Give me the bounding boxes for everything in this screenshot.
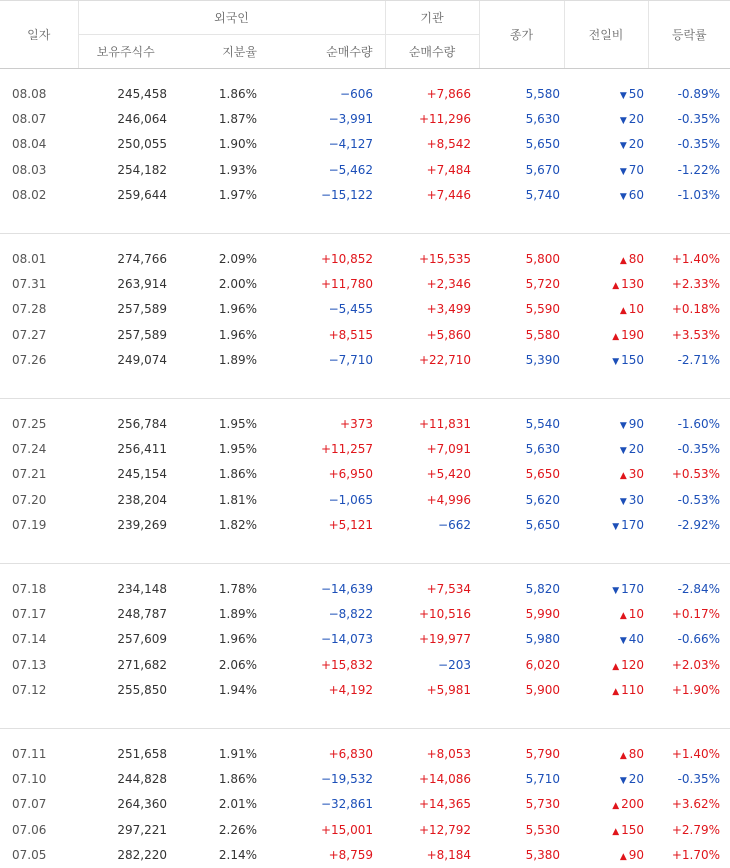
close-cell: 5,650 (525, 137, 561, 152)
change-value: 120 (621, 657, 645, 672)
date-cell: 07.28 (12, 302, 47, 317)
net-foreign-cell: +8,515 (328, 327, 374, 342)
header-holdings: 보유주식수 (78, 35, 173, 69)
triangle-down-icon: ▼ (619, 636, 627, 647)
triangle-up-icon: ▲ (612, 801, 620, 812)
net-foreign-cell: +11,257 (320, 441, 374, 456)
holdings-cell: 251,658 (117, 746, 167, 761)
close-cell: 5,540 (525, 416, 561, 431)
share-cell: 2.06% (218, 657, 257, 672)
close-cell: 5,380 (525, 848, 561, 863)
triangle-up-icon: ▲ (612, 826, 620, 837)
table-row (0, 81, 730, 106)
share-cell: 1.96% (218, 302, 257, 317)
rate-cell: -0.66% (677, 632, 721, 647)
header-change: 전일비 (564, 1, 648, 69)
holdings-cell: 254,182 (117, 162, 167, 177)
table-row (0, 512, 730, 537)
table-row (0, 157, 730, 182)
change-value: 90 (628, 416, 645, 431)
date-cell: 07.10 (12, 771, 47, 786)
close-cell: 5,800 (525, 251, 561, 266)
close-cell: 5,980 (525, 632, 561, 647)
date-cell: 07.24 (12, 441, 47, 456)
share-cell: 1.78% (218, 581, 257, 596)
net-foreign-cell: −14,073 (320, 632, 374, 647)
change-cell (564, 348, 648, 373)
header-institution: 기관 (385, 1, 479, 35)
triangle-down-icon: ▼ (619, 116, 627, 127)
triangle-up-icon: ▲ (612, 331, 620, 342)
share-cell: 1.91% (218, 746, 257, 761)
change-cell (564, 436, 648, 461)
net-institution-cell: +22,710 (418, 353, 472, 368)
spacer-row (0, 398, 730, 411)
change-value: 40 (628, 632, 645, 647)
header-foreign: 외국인 (78, 1, 385, 35)
holdings-cell: 238,204 (117, 492, 167, 507)
change-value: 20 (628, 441, 645, 456)
net-foreign-cell: +11,780 (320, 277, 374, 292)
rate-cell: -0.35% (677, 441, 721, 456)
spacer-row (0, 69, 730, 82)
group-separator (0, 208, 730, 234)
table-row (0, 106, 730, 131)
triangle-down-icon: ▼ (619, 90, 627, 101)
net-institution-cell: +14,365 (418, 797, 472, 812)
holdings-cell: 263,914 (117, 277, 167, 292)
change-cell (564, 601, 648, 626)
table-row (0, 348, 730, 373)
triangle-down-icon: ▼ (619, 166, 627, 177)
date-cell: 08.02 (12, 188, 47, 203)
triangle-up-icon: ▲ (619, 610, 627, 621)
close-cell: 5,720 (525, 277, 561, 292)
date-cell: 07.12 (12, 683, 47, 698)
close-cell: 5,390 (525, 353, 561, 368)
net-foreign-cell: +4,192 (328, 683, 374, 698)
close-cell: 5,580 (525, 327, 561, 342)
triangle-up-icon: ▲ (619, 852, 627, 863)
rate-cell: -2.92% (677, 518, 721, 533)
holdings-cell: 282,220 (117, 848, 167, 863)
net-foreign-cell: −1,065 (328, 492, 374, 507)
rate-cell: -0.35% (677, 112, 721, 127)
change-value: 10 (628, 606, 645, 621)
holdings-cell: 255,850 (117, 683, 167, 698)
net-institution-cell: +5,860 (426, 327, 472, 342)
spacer-row (0, 563, 730, 576)
spacer-row (0, 728, 730, 741)
header-net-foreign: 순매수량 (273, 35, 385, 69)
net-foreign-cell: +5,121 (328, 518, 374, 533)
rate-cell: +1.40% (671, 251, 721, 266)
change-cell (564, 132, 648, 157)
change-value: 190 (621, 327, 645, 342)
table-header (0, 1, 730, 69)
net-foreign-cell: −3,991 (328, 112, 374, 127)
change-cell (564, 627, 648, 652)
header-close: 종가 (479, 1, 564, 69)
date-cell: 07.18 (12, 581, 47, 596)
close-cell: 5,990 (525, 606, 561, 621)
table-row (0, 462, 730, 487)
net-institution-cell: +4,996 (426, 492, 472, 507)
share-cell: 1.89% (218, 353, 257, 368)
share-cell: 1.86% (218, 771, 257, 786)
holdings-cell: 250,055 (117, 137, 167, 152)
change-value: 170 (621, 518, 645, 533)
table-row (0, 601, 730, 626)
change-cell (564, 817, 648, 842)
share-cell: 1.90% (218, 137, 257, 152)
net-foreign-cell: +10,852 (320, 251, 374, 266)
triangle-down-icon: ▼ (619, 445, 627, 456)
rate-cell: +1.90% (671, 683, 721, 698)
group-separator (0, 703, 730, 729)
net-institution-cell: +19,977 (418, 632, 472, 647)
close-cell: 5,820 (525, 581, 561, 596)
net-institution-cell: +7,484 (426, 162, 472, 177)
date-cell: 07.13 (12, 657, 47, 672)
change-value: 50 (628, 86, 645, 101)
header-net-institution: 순매수량 (385, 35, 479, 69)
table-row (0, 842, 730, 867)
holdings-cell: 249,074 (117, 353, 167, 368)
table-row (0, 411, 730, 436)
change-cell (564, 512, 648, 537)
header-rate: 등락률 (648, 1, 730, 69)
close-cell: 5,900 (525, 683, 561, 698)
date-cell: 07.20 (12, 492, 47, 507)
share-cell: 2.01% (218, 797, 257, 812)
triangle-down-icon: ▼ (612, 357, 620, 368)
date-cell: 07.26 (12, 353, 47, 368)
rate-cell: -2.71% (677, 353, 721, 368)
change-value: 150 (621, 353, 645, 368)
close-cell: 5,650 (525, 467, 561, 482)
net-foreign-cell: +373 (340, 416, 374, 431)
share-cell: 1.93% (218, 162, 257, 177)
close-cell: 5,620 (525, 492, 561, 507)
net-institution-cell: +7,091 (426, 441, 472, 456)
close-cell: 5,530 (525, 822, 561, 837)
triangle-up-icon: ▲ (619, 750, 627, 761)
net-foreign-cell: −32,861 (320, 797, 374, 812)
share-cell: 1.95% (218, 416, 257, 431)
net-institution-cell: +14,086 (418, 771, 472, 786)
holdings-cell: 245,458 (117, 86, 167, 101)
share-cell: 1.94% (218, 683, 257, 698)
change-cell (564, 271, 648, 296)
table-row (0, 766, 730, 791)
date-cell: 07.17 (12, 606, 47, 621)
spacer-row (0, 233, 730, 246)
date-cell: 07.14 (12, 632, 47, 647)
rate-cell: -0.35% (677, 137, 721, 152)
change-cell (564, 322, 648, 347)
change-cell (564, 246, 648, 271)
net-foreign-cell: +6,950 (328, 467, 374, 482)
change-cell (564, 677, 648, 702)
change-value: 30 (628, 467, 645, 482)
triangle-down-icon: ▼ (619, 496, 627, 507)
net-institution-cell: +7,446 (426, 188, 472, 203)
net-foreign-cell: −5,455 (328, 302, 374, 317)
change-cell (564, 576, 648, 601)
net-institution-cell: −203 (438, 657, 472, 672)
net-foreign-cell: −19,532 (320, 771, 374, 786)
holdings-cell: 257,589 (117, 327, 167, 342)
net-institution-cell: +3,499 (426, 302, 472, 317)
change-cell (564, 81, 648, 106)
rate-cell: +2.03% (671, 657, 721, 672)
share-cell: 2.14% (218, 848, 257, 863)
triangle-up-icon: ▲ (619, 255, 627, 266)
change-cell (564, 766, 648, 791)
date-cell: 08.01 (12, 251, 47, 266)
date-cell: 07.19 (12, 518, 47, 533)
date-cell: 08.04 (12, 137, 47, 152)
change-value: 170 (621, 581, 645, 596)
triangle-down-icon: ▼ (619, 192, 627, 203)
change-value: 60 (628, 188, 645, 203)
table-row (0, 246, 730, 271)
rate-cell: -1.60% (677, 416, 721, 431)
holdings-cell: 256,411 (117, 441, 167, 456)
change-cell (564, 792, 648, 817)
close-cell: 5,580 (525, 86, 561, 101)
table-row (0, 436, 730, 461)
close-cell: 5,590 (525, 302, 561, 317)
table-row (0, 132, 730, 157)
close-cell: 5,670 (525, 162, 561, 177)
net-institution-cell: +12,792 (418, 822, 472, 837)
date-cell: 07.11 (12, 746, 47, 761)
share-cell: 1.87% (218, 112, 257, 127)
table-row (0, 741, 730, 766)
net-institution-cell: +7,866 (426, 86, 472, 101)
close-cell: 5,790 (525, 746, 561, 761)
rate-cell: +1.70% (671, 848, 721, 863)
net-foreign-cell: +15,001 (320, 822, 374, 837)
share-cell: 2.00% (218, 277, 257, 292)
net-foreign-cell: −5,462 (328, 162, 374, 177)
net-foreign-cell: +15,832 (320, 657, 374, 672)
change-cell (564, 487, 648, 512)
share-cell: 1.81% (218, 492, 257, 507)
header-date: 일자 (0, 1, 78, 69)
change-value: 10 (628, 302, 645, 317)
change-value: 110 (621, 683, 645, 698)
change-cell (564, 297, 648, 322)
net-foreign-cell: +8,759 (328, 848, 374, 863)
share-cell: 1.86% (218, 86, 257, 101)
net-institution-cell: +11,296 (418, 112, 472, 127)
rate-cell: +1.40% (671, 746, 721, 761)
table-row (0, 322, 730, 347)
rate-cell: -0.89% (677, 86, 721, 101)
table-row (0, 677, 730, 702)
change-value: 130 (621, 277, 645, 292)
holdings-cell: 256,784 (117, 416, 167, 431)
rate-cell: +3.62% (671, 797, 721, 812)
net-institution-cell: +15,535 (418, 251, 472, 266)
close-cell: 5,630 (525, 112, 561, 127)
table-row (0, 183, 730, 208)
rate-cell: -2.84% (677, 581, 721, 596)
rate-cell: +0.18% (671, 302, 721, 317)
table-row (0, 271, 730, 296)
table-row (0, 627, 730, 652)
share-cell: 1.97% (218, 188, 257, 203)
date-cell: 07.31 (12, 277, 47, 292)
change-cell (564, 411, 648, 436)
rate-cell: -1.22% (677, 162, 721, 177)
triangle-up-icon: ▲ (619, 306, 627, 317)
holdings-cell: 234,148 (117, 581, 167, 596)
date-cell: 07.06 (12, 822, 47, 837)
change-value: 20 (628, 137, 645, 152)
net-institution-cell: +5,981 (426, 683, 472, 698)
net-institution-cell: +11,831 (418, 416, 472, 431)
triangle-up-icon: ▲ (612, 687, 620, 698)
holdings-cell: 239,269 (117, 518, 167, 533)
change-cell (564, 183, 648, 208)
share-cell: 2.09% (218, 251, 257, 266)
date-cell: 08.03 (12, 162, 47, 177)
change-value: 30 (628, 492, 645, 507)
holdings-cell: 274,766 (117, 251, 167, 266)
holdings-cell: 246,064 (117, 112, 167, 127)
rate-cell: +2.33% (671, 277, 721, 292)
table-row (0, 817, 730, 842)
share-cell: 1.82% (218, 518, 257, 533)
net-foreign-cell: −606 (340, 86, 374, 101)
triangle-up-icon: ▲ (612, 661, 620, 672)
rate-cell: -1.03% (677, 188, 721, 203)
holdings-cell: 264,360 (117, 797, 167, 812)
close-cell: 5,730 (525, 797, 561, 812)
holdings-cell: 244,828 (117, 771, 167, 786)
net-foreign-cell: −15,122 (320, 188, 374, 203)
net-foreign-cell: −7,710 (328, 353, 374, 368)
share-cell: 1.96% (218, 632, 257, 647)
holdings-cell: 257,589 (117, 302, 167, 317)
date-cell: 07.25 (12, 416, 47, 431)
close-cell: 6,020 (525, 657, 561, 672)
change-cell (564, 106, 648, 131)
triangle-down-icon: ▼ (619, 420, 627, 431)
change-value: 90 (628, 848, 645, 863)
net-institution-cell: +7,534 (426, 581, 472, 596)
net-foreign-cell: −8,822 (328, 606, 374, 621)
holdings-cell: 271,682 (117, 657, 167, 672)
net-institution-cell: +5,420 (426, 467, 472, 482)
table-row (0, 487, 730, 512)
rate-cell: -0.53% (677, 492, 721, 507)
close-cell: 5,630 (525, 441, 561, 456)
date-cell: 07.07 (12, 797, 47, 812)
change-cell (564, 741, 648, 766)
holdings-cell: 259,644 (117, 188, 167, 203)
net-institution-cell: +8,053 (426, 746, 472, 761)
rate-cell: +2.79% (671, 822, 721, 837)
holdings-cell: 245,154 (117, 467, 167, 482)
net-institution-cell: +8,184 (426, 848, 472, 863)
table-body (0, 69, 730, 868)
header-share: 지분율 (173, 35, 273, 69)
change-value: 20 (628, 112, 645, 127)
change-value: 70 (628, 162, 645, 177)
rate-cell: +0.17% (671, 606, 721, 621)
net-foreign-cell: −14,639 (320, 581, 374, 596)
change-value: 80 (628, 251, 645, 266)
net-institution-cell: +8,542 (426, 137, 472, 152)
change-value: 200 (621, 797, 645, 812)
holdings-cell: 257,609 (117, 632, 167, 647)
share-cell: 1.86% (218, 467, 257, 482)
triangle-up-icon: ▲ (619, 471, 627, 482)
table-row (0, 792, 730, 817)
net-institution-cell: −662 (438, 518, 472, 533)
triangle-down-icon: ▼ (612, 522, 620, 533)
change-value: 150 (621, 822, 645, 837)
triangle-down-icon: ▼ (619, 141, 627, 152)
net-foreign-cell: −4,127 (328, 137, 374, 152)
date-cell: 08.07 (12, 112, 47, 127)
holdings-cell: 248,787 (117, 606, 167, 621)
share-cell: 1.89% (218, 606, 257, 621)
close-cell: 5,740 (525, 188, 561, 203)
rate-cell: -0.35% (677, 771, 721, 786)
close-cell: 5,710 (525, 771, 561, 786)
change-cell (564, 462, 648, 487)
change-cell (564, 842, 648, 867)
date-cell: 07.05 (12, 848, 47, 863)
table-row (0, 576, 730, 601)
change-value: 20 (628, 771, 645, 786)
share-cell: 1.95% (218, 441, 257, 456)
rate-cell: +3.53% (671, 327, 721, 342)
group-separator (0, 373, 730, 399)
date-cell: 08.08 (12, 86, 47, 101)
net-institution-cell: +2,346 (426, 277, 472, 292)
table-row (0, 652, 730, 677)
change-cell (564, 652, 648, 677)
share-cell: 2.26% (218, 822, 257, 837)
net-foreign-cell: +6,830 (328, 746, 374, 761)
net-institution-cell: +10,516 (418, 606, 472, 621)
group-separator (0, 538, 730, 564)
triangle-down-icon: ▼ (619, 775, 627, 786)
rate-cell: +0.53% (671, 467, 721, 482)
change-value: 80 (628, 746, 645, 761)
change-cell (564, 157, 648, 182)
table-row (0, 297, 730, 322)
date-cell: 07.27 (12, 327, 47, 342)
share-cell: 1.96% (218, 327, 257, 342)
triangle-up-icon: ▲ (612, 281, 620, 292)
close-cell: 5,650 (525, 518, 561, 533)
holdings-cell: 297,221 (117, 822, 167, 837)
date-cell: 07.21 (12, 467, 47, 482)
triangle-down-icon: ▼ (612, 585, 620, 596)
